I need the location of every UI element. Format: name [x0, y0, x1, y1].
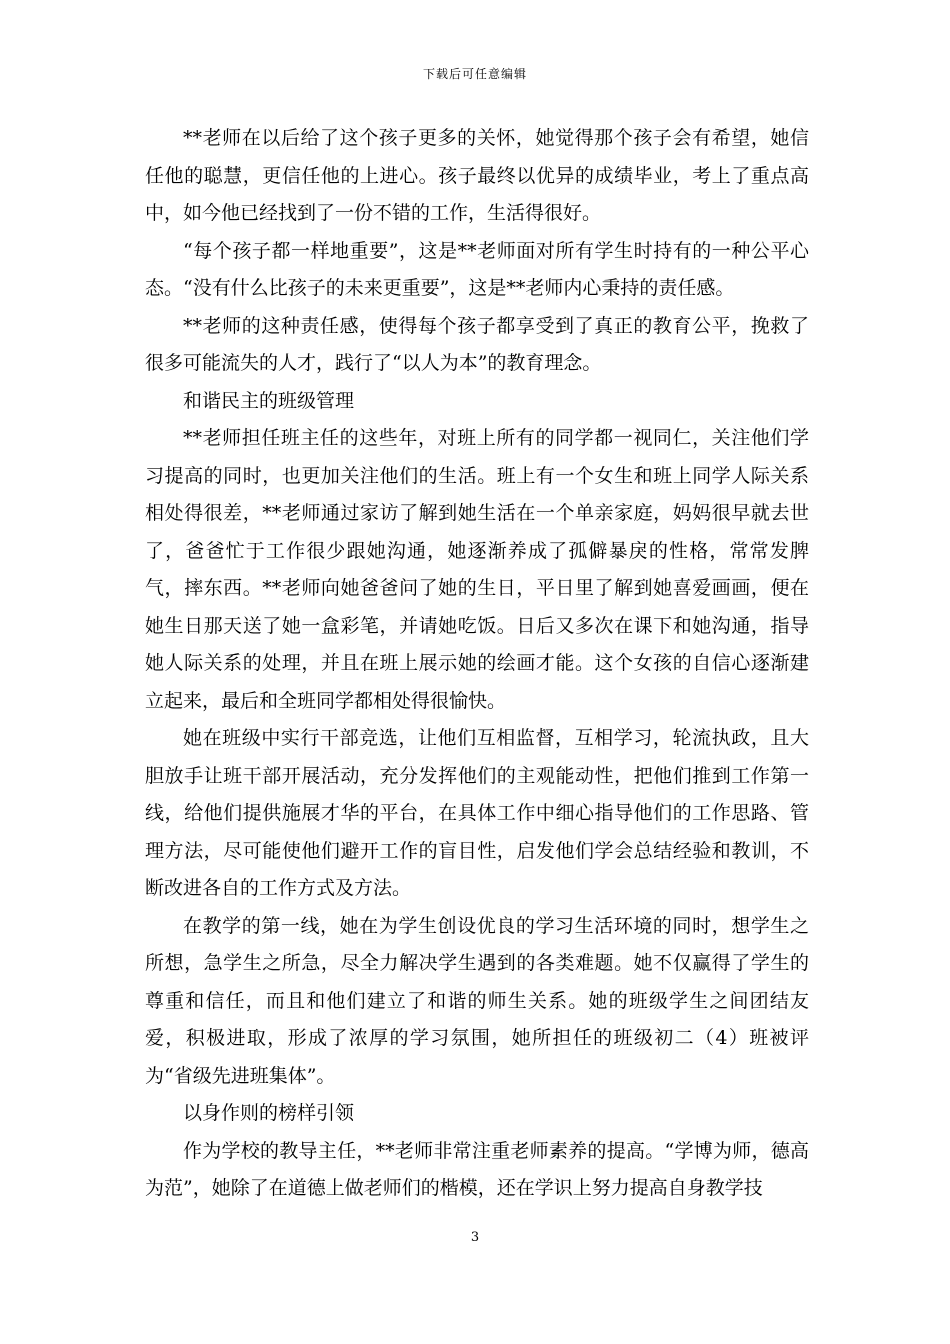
paragraph: 她在班级中实行干部竞选，让他们互相监督，互相学习，轮流执政，且大胆放手让班干部开展活动，充分发挥他们的主观能动性，把他们推到工作第一线，给他们提供施展才华的平台，在具体工作中细心指导他们的工作思路、管理方法，尽可能使他们避开工作的盲目性，启发他们学会总结经验和教训，不断改进各自的工作方式及方法。	[145, 727, 809, 899]
document-body	[145, 120, 809, 1208]
page-number: 3	[470, 1230, 480, 1245]
section-heading: 以身作则的榜样引领	[183, 1102, 355, 1124]
paragraph: **老师的这种责任感，使得每个孩子都享受到了真正的教育公平，挽救了很多可能流失的人才，践行了“以人为本”的教育理念。	[145, 314, 809, 374]
paragraph: “每个孩子都一样地重要”，这是**老师面对所有学生时持有的一种公平心态。“没有什么比孩子的未来更重要”，这是**老师内心秉持的责任感。	[145, 239, 809, 299]
section-heading: 和谐民主的班级管理	[183, 389, 355, 412]
paragraph: **老师担任班主任的这些年，对班上所有的同学都一视同仁，关注他们学习提高的同时，也更加关注他们的生活。班上有一个女生和班上同学人际关系相处得很差，**老师通过家访了解到她生活在一个单亲家庭，妈妈很早就去世了，爸爸忙于工作很少跟她沟通，她逐渐养成了孤僻暴戾的性格，常常发脾气，摔东西。**老师向她爸爸问了她的生日，平日里了解到她喜爱画画，便在她生日那天送了她一盒彩笔，并请她吃饭。日后又多次在课下和她沟通，指导她人际关系的处理，并且在班上展示她的绘画才能。这个女孩的自信心逐渐建立起来，最后和全班同学都相处得很愉快。	[145, 427, 809, 712]
paragraph: 在教学的第一线，她在为学生创设优良的学习生活环境的同时，想学生之所想，急学生之所急，尽全力解决学生遇到的各类难题。她不仅赢得了学生的尊重和信任，而且和他们建立了和谐的师生关系。她的班级学生之间团结友爱，积极进取，形成了浓厚的学习氛围，她所担任的班级初二（4）班被评为“省级先进班集体”。	[145, 914, 809, 1087]
page-header: 下载后可任意编辑	[422, 67, 527, 81]
paragraph: **老师在以后给了这个孩子更多的关怀，她觉得那个孩子会有希望，她信任他的聪慧，更信任他的上进心。孩子最终以优异的成绩毕业，考上了重点高中，如今他已经找到了一份不错的工作，生活得很好。	[145, 127, 809, 224]
paragraph: 作为学校的教导主任，**老师非常注重老师素养的提高。“学博为师，德高为范”，她除了在道德上做老师们的楷模，还在学识上努力提高自身教学技	[145, 1139, 809, 1199]
